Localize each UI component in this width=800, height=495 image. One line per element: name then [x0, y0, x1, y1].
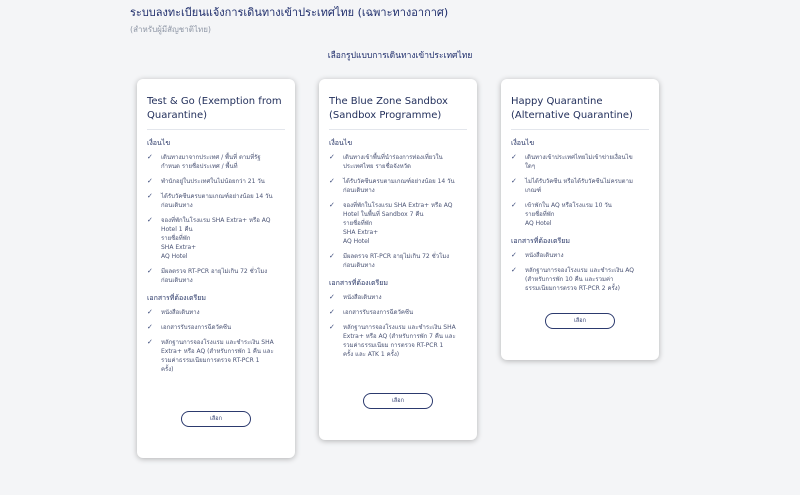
check-icon: ✓ [329, 153, 335, 161]
condition-item [511, 153, 649, 171]
check-icon: ✓ [511, 266, 517, 274]
document-text: หนังสือเดินทาง [161, 309, 200, 316]
condition-text: ได้รับวัคซีนครบตามเกณฑ์อย่างน้อย 14 วัน ก่อนเดินทาง [161, 193, 273, 209]
select-button[interactable]: เลือก [363, 393, 433, 409]
check-icon: ✓ [147, 177, 153, 185]
document-text: เอกสารรับรองการฉีดวัคซีน [343, 309, 414, 316]
check-icon: ✓ [329, 177, 335, 185]
select-button[interactable]: เลือก [181, 411, 251, 427]
condition-text: ได้รับวัคซีนครบตามเกณฑ์อย่างน้อย 14 วัน ก่อนเดินทาง [343, 178, 455, 194]
divider [147, 129, 285, 130]
condition-item [147, 267, 285, 285]
document-item [147, 323, 285, 332]
document-item [511, 251, 649, 260]
document-item [329, 308, 467, 317]
document-text: หนังสือเดินทาง [343, 294, 382, 301]
document-item [147, 308, 285, 317]
check-icon: ✓ [147, 153, 153, 161]
document-text: หลักฐานการจองโรงแรม และชำระเงิน SHA Extra+ หรือ AQ (สำหรับการพัก 1 คืน และ รวมค่าธรรมเนียมการตรวจ RT-PCR 1 ครั้ง) [161, 339, 274, 373]
condition-text: พำนักอยู่ในประเทศในไม่น้อยกว่า 21 วัน [161, 178, 265, 185]
documents-heading: เอกสารที่ต้องเตรียม [511, 237, 570, 245]
page-subtitle: (สำหรับผู้มีสัญชาติไทย) [130, 25, 212, 34]
document-item [329, 323, 467, 359]
documents-heading: เอกสารที่ต้องเตรียม [147, 294, 206, 302]
documents-heading: เอกสารที่ต้องเตรียม [329, 279, 388, 287]
conditions-heading: เงื่อนไข [329, 139, 353, 147]
condition-item [147, 177, 285, 186]
select-button[interactable]: เลือก [545, 313, 615, 329]
condition-item [329, 252, 467, 270]
document-text: หลักฐานการจองโรงแรม และชำระเงิน AQ (สำหรับการพัก 10 คืน และรวมค่า ธรรมเนียมการตรวจ RT-PCR 2 ครั้ง) [525, 267, 635, 292]
check-icon: ✓ [329, 308, 335, 316]
check-icon: ✓ [511, 201, 517, 209]
condition-item [147, 216, 285, 261]
conditions-heading: เงื่อนไข [511, 139, 535, 147]
condition-item [329, 153, 467, 171]
check-icon: ✓ [147, 323, 153, 331]
condition-text: เข้าพักใน AQ หรือโรงแรม 10 วัน รายชื่อที่พัก AQ Hotel [525, 202, 612, 227]
check-icon: ✓ [147, 192, 153, 200]
check-icon: ✓ [329, 323, 335, 331]
check-icon: ✓ [147, 338, 153, 346]
condition-item [147, 153, 285, 171]
card-blue-zone-sandbox [319, 79, 477, 440]
condition-text: มีผลตรวจ RT-PCR อายุไม่เกิน 72 ชั่วโมง ก่อนเดินทาง [161, 268, 268, 284]
condition-text: เดินทางเข้าประเทศไทยไม่เข้าข่ายเงื่อนไข ใดๆ [525, 154, 633, 170]
check-icon: ✓ [147, 267, 153, 275]
check-icon: ✓ [329, 201, 335, 209]
document-item [329, 293, 467, 302]
condition-item [511, 177, 649, 195]
divider [511, 129, 649, 130]
card-title: Happy Quarantine (Alternative Quarantine) [511, 96, 633, 121]
document-item [147, 338, 285, 374]
card-test-and-go [137, 79, 295, 458]
condition-text: จองที่พักในโรงแรม SHA Extra+ หรือ AQ Hotel ในพื้นที่ Sandbox 7 คืน รายชื่อที่พัก SHA Extra+ AQ Hotel [343, 202, 453, 245]
check-icon: ✓ [511, 251, 517, 259]
check-icon: ✓ [329, 293, 335, 301]
card-happy-quarantine [501, 79, 659, 360]
document-text: หลักฐานการจองโรงแรม และชำระเงิน SHA Extra+ หรือ AQ (สำหรับการพัก 7 คืน และ รวมค่าธรรมเนียม การตรวจ RT-PCR 1 ครั้ง และ ATK 1 ครั้ง) [343, 324, 456, 358]
check-icon: ✓ [511, 153, 517, 161]
condition-item [329, 177, 467, 195]
conditions-heading: เงื่อนไข [147, 139, 171, 147]
condition-item [147, 192, 285, 210]
condition-text: จองที่พักในโรงแรม SHA Extra+ หรือ AQ Hotel 1 คืน รายชื่อที่พัก SHA Extra+ AQ Hotel [161, 217, 271, 260]
document-text: เอกสารรับรองการฉีดวัคซีน [161, 324, 232, 331]
condition-text: เดินทางมาจากประเทศ / พื้นที่ ตามที่รัฐ กำหนด รายชื่อประเทศ / พื้นที่ [161, 154, 261, 170]
page-title: ระบบลงทะเบียนแจ้งการเดินทางเข้าประเทศไทย (เฉพาะทางอากาศ) [130, 6, 449, 19]
check-icon: ✓ [147, 216, 153, 224]
condition-item [511, 201, 649, 228]
check-icon: ✓ [511, 177, 517, 185]
condition-text: เดินทางเข้าพื้นที่นำร่องการท่องเที่ยวใน ประเทศไทย รายชื่อจังหวัด [343, 154, 443, 170]
divider [329, 129, 467, 130]
check-icon: ✓ [329, 252, 335, 260]
choose-heading: เลือกรูปแบบการเดินทางเข้าประเทศไทย [327, 51, 473, 61]
check-icon: ✓ [147, 308, 153, 316]
card-title: Test & Go (Exemption from Quarantine) [147, 96, 282, 121]
condition-text: ไม่ได้รับวัคซีน หรือได้รับวัคซีนไม่ครบตาม เกณฑ์ [525, 178, 633, 194]
card-title: The Blue Zone Sandbox (Sandbox Programme) [329, 96, 448, 121]
document-item [511, 266, 649, 293]
condition-item [329, 201, 467, 246]
condition-text: มีผลตรวจ RT-PCR อายุไม่เกิน 72 ชั่วโมง ก่อนเดินทาง [343, 253, 450, 269]
document-text: หนังสือเดินทาง [525, 252, 564, 259]
